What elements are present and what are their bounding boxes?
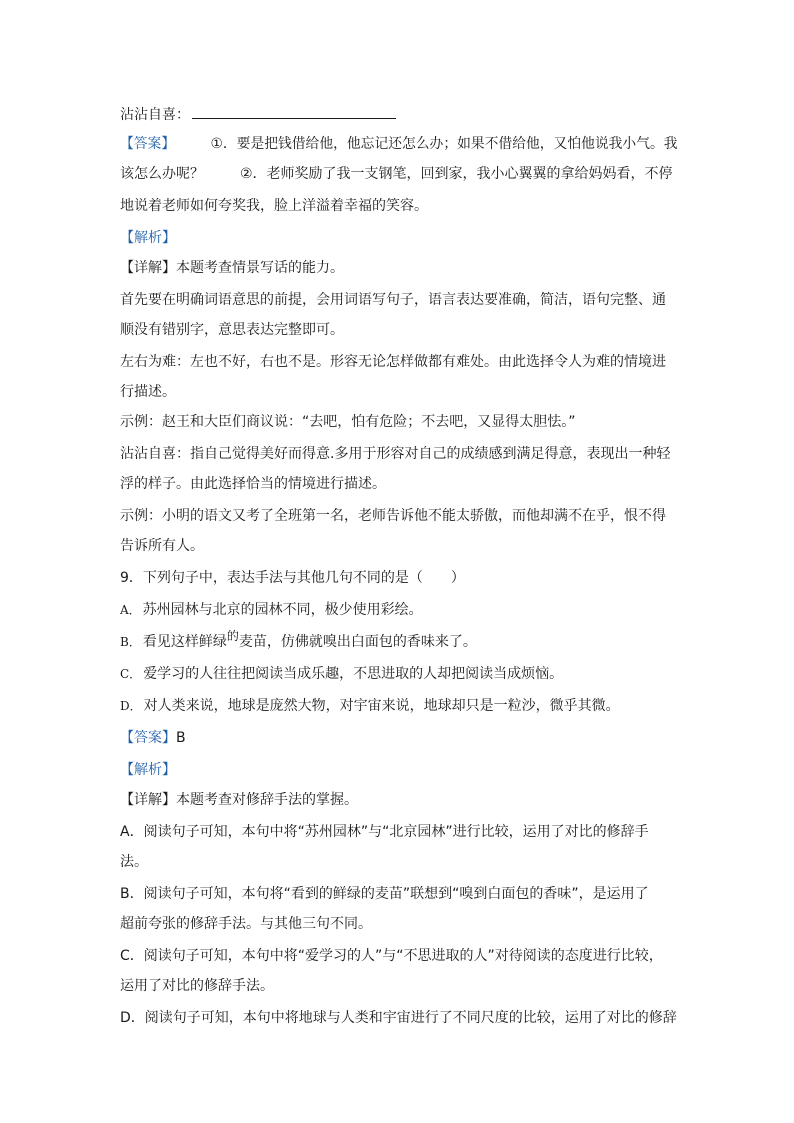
explain-c-text-2: 运用了对比的修辞手法。 <box>120 978 274 994</box>
para-1-line-1 <box>120 290 666 310</box>
option-c <box>120 664 563 684</box>
answer-text-2b: ②．老师奖励了我一支钢笔，回到家，我小心翼翼的拿给妈妈看，不停 <box>240 166 673 182</box>
option-b-text-pre: 看见这样鲜绿 <box>142 634 227 650</box>
explain-d-line-1 <box>120 1008 677 1028</box>
explain-b-line-1 <box>120 884 649 904</box>
explain-b-text-2: 超前夸张的修辞手法。与其他三句不同。 <box>120 916 372 932</box>
option-d-letter: D． <box>120 699 142 713</box>
question-9-stem-text: 9．下列句子中，表达手法与其他几句不同的是（ ） <box>120 570 465 586</box>
para-1-text-2: 顺没有错别字，意思表达完整即可。 <box>120 322 344 338</box>
example-2-line-1 <box>120 506 666 526</box>
question-9-analysis-tag: 【解析】 <box>120 762 176 778</box>
explain-a-text-1: A．阅读句子可知，本句中将“苏州园林”与“北京园林”进行比较，运用了对比的修辞手 <box>120 824 649 840</box>
analysis-tag: 【解析】 <box>120 230 176 246</box>
para-1-text-1: 首先要在明确词语意思的前提，会用词语写句子，语言表达要准确，简洁，语句完整、通 <box>120 292 666 308</box>
answer-line-2 <box>120 164 673 184</box>
option-a-letter: A． <box>120 603 141 617</box>
example-1-text: 示例：赵王和大臣们商议说：“去吧，怕有危险；不去吧，又显得太胆怯。” <box>120 414 576 430</box>
explain-d-text-1: D．阅读句子可知，本句中将地球与人类和宇宙进行了不同尺度的比较，运用了对比的修辞 <box>120 1010 677 1026</box>
para-3-line-2 <box>120 474 386 494</box>
answer-text-2a: 该怎么办呢？ <box>120 166 204 182</box>
answer-text-3: 地说着老师如何夸奖我，脸上洋溢着幸福的笑容。 <box>120 198 428 214</box>
example-2-text-1: 示例：小明的语文又考了全班第一名，老师告诉他不能太骄傲，而他却满不在乎，恨不得 <box>120 508 666 524</box>
question-9-detail-line <box>120 790 358 810</box>
detail-line <box>120 258 344 278</box>
answer-text-1: ①．要是把钱借给他，他忘记还怎么办；如果不借给他，又怕他说我小气。我 <box>210 136 678 152</box>
option-d <box>120 696 620 716</box>
para-2-line-2 <box>120 382 176 402</box>
option-b-letter: B． <box>120 635 141 649</box>
option-a <box>120 600 423 620</box>
option-c-text: 爱学习的人往往把阅读当成乐趣，不思进取的人却把阅读当成烦恼。 <box>143 666 564 682</box>
option-c-letter: C． <box>120 667 142 681</box>
explain-a-text-2: 法。 <box>120 854 148 870</box>
para-2-text-2: 行描述。 <box>120 384 176 400</box>
fill-blank <box>192 104 396 119</box>
example-2-text-2: 告诉所有人。 <box>120 538 204 554</box>
option-d-text: 对人类来说，地球是庞然大物，对宇宙来说，地球却只是一粒沙，微乎其微。 <box>143 698 620 714</box>
example-2-line-2 <box>120 536 204 556</box>
question-9-answer-value: B <box>176 730 186 746</box>
explain-a-line-1 <box>120 822 649 842</box>
question-9-answer-tag: 【答案】 <box>120 730 176 746</box>
para-1-line-2 <box>120 320 344 340</box>
answer-line-3 <box>120 196 428 216</box>
answer-tag: 【答案】 <box>120 136 176 152</box>
option-b-text-post: 麦苗，仿佛就嗅出白面包的香味来了。 <box>238 634 477 650</box>
option-a-text: 苏州园林与北京的园林不同，极少使用彩绘。 <box>142 602 423 618</box>
para-2-text-1: 左右为难：左也不好，右也不是。形容无论怎样做都有难处。由此选择令人为难的情境进 <box>120 354 666 370</box>
para-3-text-2: 浮的样子。由此选择恰当的情境进行描述。 <box>120 476 386 492</box>
explain-b-text-1: B．阅读句子可知，本句将“看到的鲜绿的麦苗”联想到“嗅到白面包的香味”，是运用了 <box>120 886 649 902</box>
fill-label: 沾沾自喜： <box>120 107 190 123</box>
para-3-text-1: 沾沾自喜：指自己觉得美好而得意.多用于形容对自己的成绩感到满足得意，表现出一种轻 <box>120 446 671 462</box>
explain-b-line-2 <box>120 914 372 934</box>
option-b <box>120 629 477 652</box>
question-9-answer <box>120 728 186 748</box>
para-2-line-1 <box>120 352 666 372</box>
explain-c-line-1 <box>120 946 663 966</box>
para-3-line-1 <box>120 444 670 464</box>
example-1-line <box>120 412 576 432</box>
fill-line <box>120 104 396 125</box>
explain-c-text-1: C．阅读句子可知，本句中将“爱学习的人”与“不思进取的人”对待阅读的态度进行比较， <box>120 948 663 964</box>
explain-c-line-2 <box>120 976 274 996</box>
question-9-analysis-tag-line <box>120 760 176 780</box>
question-9-detail-text: 【详解】本题考查对修辞手法的掌握。 <box>120 792 358 808</box>
detail-text: 【详解】本题考查情景写话的能力。 <box>120 260 344 276</box>
explain-a-line-2 <box>120 852 148 872</box>
analysis-tag-line <box>120 228 176 248</box>
question-9-stem <box>120 568 465 588</box>
answer-line-1 <box>120 134 678 154</box>
option-b-raised-char: 的 <box>226 629 239 643</box>
